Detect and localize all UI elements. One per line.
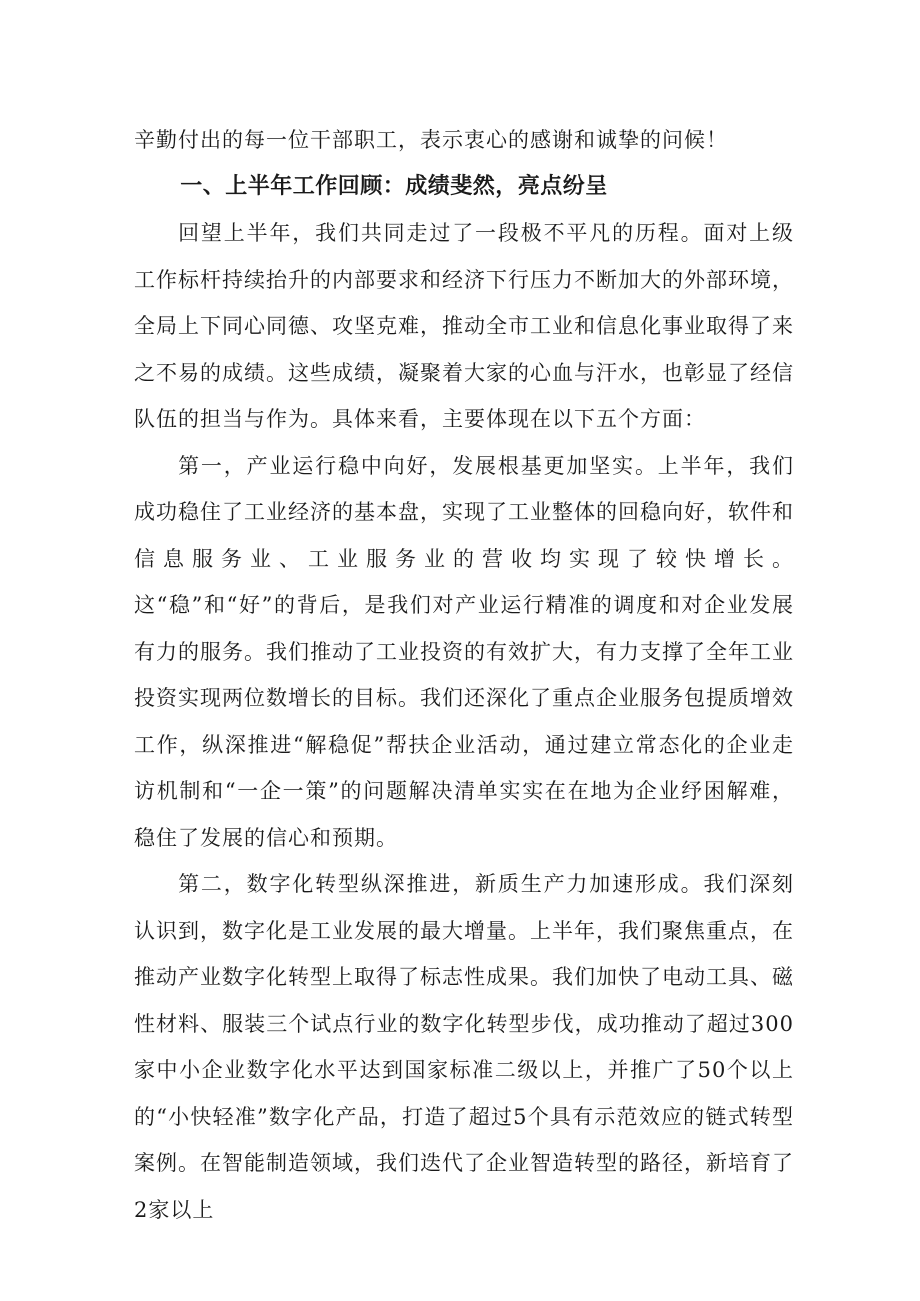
section-heading: 一、上半年工作回顾：成绩斐然，亮点纷呈 [180, 173, 608, 199]
paragraph-first-point: 第一，产业运行稳中向好，发展根基更加坚实。上半年，我们成功稳住了工业经济的基本盘，实现了工业整体的回稳向好，软件和信息服务业、工业服务业的营收均实现了较快增长。这“稳”和“好”的背后，是我们对产业运行精准的调度和对企业发展有力的服务。我们推动了工业投资的有效扩大，有力支撑了全年工业投资实现两位数增长的目标。我们还深化了重点企业服务包提质增效工作，纵深推进“解稳促”帮扶企业活动，通过建立常态化的企业走访机制和“一企一策”的问题解决清单实实在在地为企业纾困解难，稳住了发展的信心和预期。 [134, 453, 794, 850]
paragraph-closing-thanks: 辛勤付出的每一位干部职工，表示衷心的感谢和诚挚的问候！ [134, 128, 728, 152]
paragraph-review-intro: 回望上半年，我们共同走过了一段极不平凡的历程。面对上级工作标杆持续抬升的内部要求和经济下行压力不断加大的外部环境，全局上下同心同德、攻坚克难，推动全市工业和信息化事业取得了来之不易的成绩。这些成绩，凝聚着大家的心血与汗水，也彰显了经信队伍的担当与作为。具体来看，主要体现在以下五个方面： [134, 221, 794, 431]
paragraph-second-point: 第二，数字化转型纵深推进，新质生产力加速形成。我们深刻认识到，数字化是工业发展的最大增量。上半年，我们聚焦重点，在推动产业数字化转型上取得了标志性成果。我们加快了电动工具、磁性材料、服装三个试点行业的数字化转型步伐，成功推动了超过300家中小企业数字化水平达到国家标准二级以上，并推广了50个以上的“小快轻准”数字化产品，打造了超过5个具有示范效应的链式转型案例。在智能制造领域，我们迭代了企业智造转型的路径，新培育了2家以上 [134, 872, 794, 1222]
document-body [134, 117, 794, 1233]
